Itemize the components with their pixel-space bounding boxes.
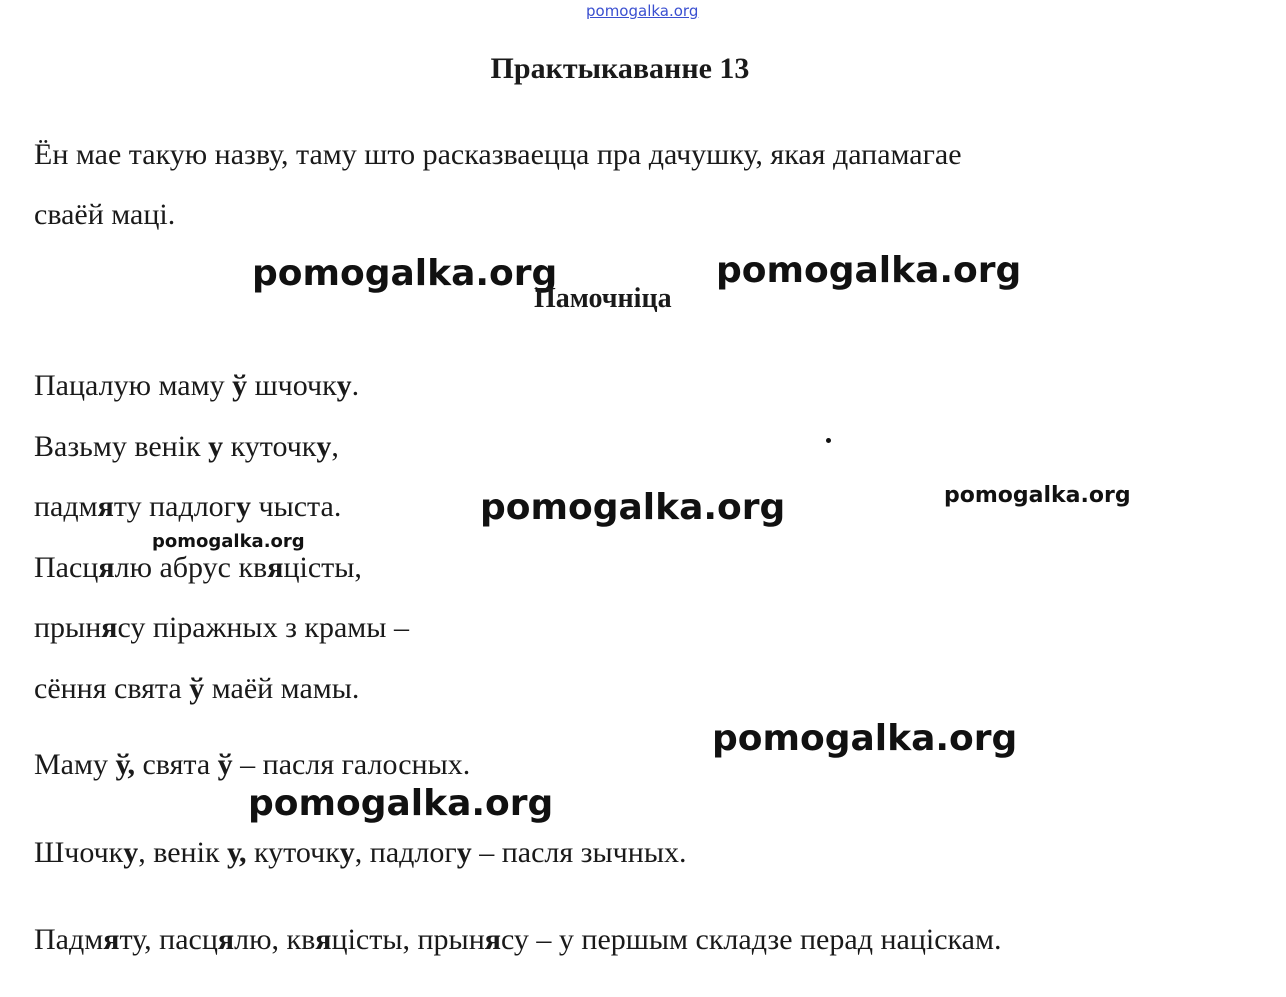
watermark: pomogalka.org <box>252 253 558 294</box>
text-segment: Падм <box>34 923 104 956</box>
highlighted-letter: ў <box>232 369 248 402</box>
highlighted-letter: ў <box>189 672 205 705</box>
text-segment: су піражных з крамы – <box>117 611 409 644</box>
text-segment: Маму <box>34 748 116 781</box>
text-segment: су – у першым складзе перад націскам. <box>501 923 1002 956</box>
highlighted-letter: я <box>267 551 284 584</box>
highlighted-letter: я <box>98 551 115 584</box>
text-segment: – пасля зычных. <box>471 836 687 869</box>
text-segment: Пацалую маму <box>34 369 233 402</box>
text-segment: ту падлог <box>113 490 236 523</box>
note-line <box>34 748 470 782</box>
text-segment: Вазьму венік <box>34 430 209 463</box>
poem-line <box>34 672 359 706</box>
text-segment: сёння свята <box>34 672 190 705</box>
watermark: pomogalka.org <box>944 483 1131 508</box>
stray-dot <box>826 438 831 443</box>
watermark: pomogalka.org <box>716 250 1022 291</box>
page-title: Практыкаванне 13 <box>490 52 750 85</box>
highlighted-letter: у <box>123 836 139 869</box>
highlighted-letter: ў <box>217 748 233 781</box>
text-segment: прын <box>34 611 102 644</box>
highlighted-letter: у, <box>227 836 247 869</box>
highlighted-letter: ў, <box>115 748 135 781</box>
text-segment: цісты, прын <box>331 923 485 956</box>
text-segment: , падлог <box>354 836 457 869</box>
highlighted-letter: у <box>339 836 355 869</box>
text-segment: – пасля галосных. <box>232 748 471 781</box>
text-segment: ту, пасц <box>119 923 218 956</box>
highlighted-letter: я <box>97 490 114 523</box>
highlighted-letter: у <box>456 836 472 869</box>
watermark: pomogalka.org <box>248 783 554 824</box>
note-line <box>34 836 686 870</box>
text-segment: цісты, <box>283 551 362 584</box>
poem-line <box>34 551 362 585</box>
answer-line-1: Ён мае такую назву, таму што расказваецца пра дачушку, якая дапамагае <box>34 138 962 171</box>
highlighted-letter: у <box>336 369 352 402</box>
watermark-top-link[interactable]: pomogalka.org <box>586 2 699 20</box>
text-segment: куточк <box>223 430 317 463</box>
watermark: pomogalka.org <box>480 487 786 528</box>
highlighted-letter: у <box>208 430 224 463</box>
text-segment: Шчочк <box>34 836 124 869</box>
text-segment: чыста. <box>250 490 342 523</box>
highlighted-letter: я <box>315 923 332 956</box>
text-segment: маёй мамы. <box>204 672 360 705</box>
text-segment: падм <box>34 490 98 523</box>
watermark: pomogalka.org <box>712 718 1018 759</box>
highlighted-letter: я <box>101 611 118 644</box>
section-title: Памочніца <box>534 283 672 314</box>
text-segment: лю абрус кв <box>114 551 268 584</box>
text-segment: лю, кв <box>234 923 316 956</box>
highlighted-letter: у <box>235 490 251 523</box>
text-segment: Пасц <box>34 551 99 584</box>
text-segment: свята <box>134 748 218 781</box>
text-segment: шчочк <box>247 369 337 402</box>
poem-line <box>34 490 341 524</box>
text-segment: , <box>331 430 339 463</box>
poem-line <box>34 369 359 403</box>
highlighted-letter: я <box>484 923 501 956</box>
poem-line <box>34 430 339 464</box>
text-segment: куточк <box>246 836 340 869</box>
text-segment: , венік <box>138 836 228 869</box>
highlighted-letter: у <box>316 430 332 463</box>
note-line <box>34 923 1001 957</box>
highlighted-letter: я <box>103 923 120 956</box>
watermark: pomogalka.org <box>152 531 305 552</box>
answer-line-2: сваёй маці. <box>34 198 176 231</box>
highlighted-letter: я <box>217 923 235 956</box>
text-segment: . <box>351 369 360 402</box>
poem-line <box>34 611 409 645</box>
